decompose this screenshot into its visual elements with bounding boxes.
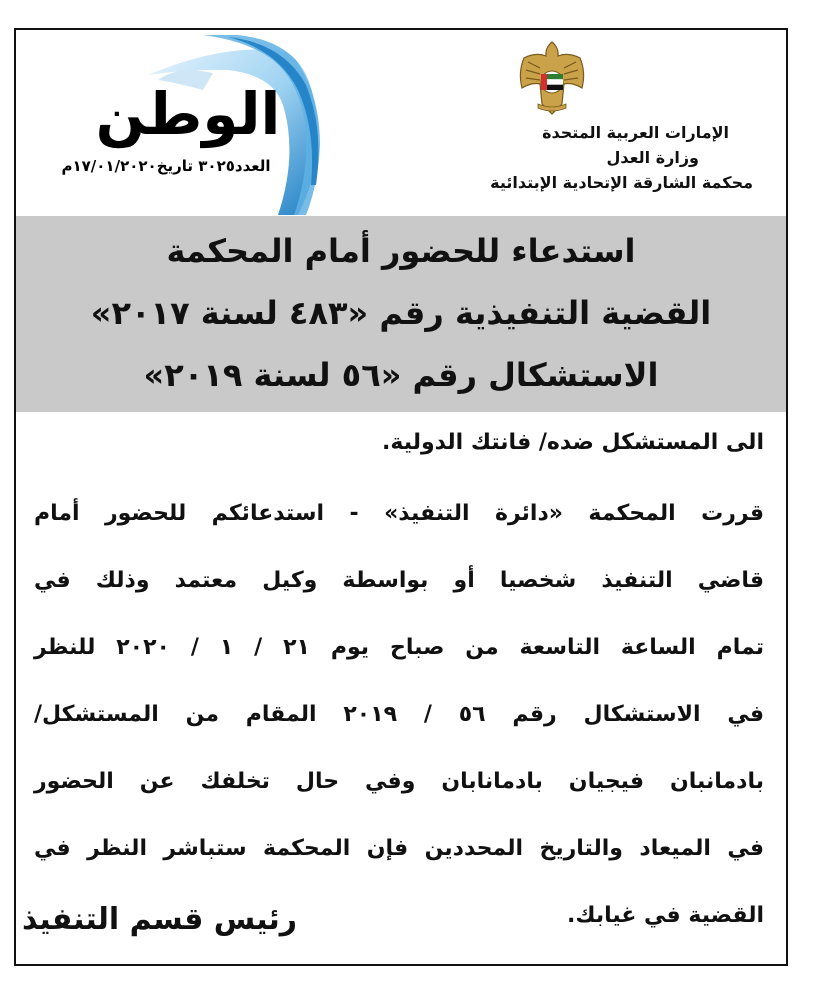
issuing-authority bbox=[373, 120, 753, 195]
authority-ministry: وزارة العدل bbox=[606, 148, 699, 167]
addressee: الى المستشكل ضده/ فانتك الدولية. bbox=[382, 430, 764, 455]
title-line-2: القضية التنفيذية رقم «٤٨٣ لسنة ٢٠١٧» bbox=[90, 294, 712, 332]
title-band bbox=[16, 216, 786, 412]
body-line: قررت المحكمة «دائرة التنفيذ» - استدعائكم للحضور أمام bbox=[34, 501, 764, 526]
authority-country: الإمارات العربية المتحدة bbox=[542, 123, 729, 142]
title-line-1: استدعاء للحضور أمام المحكمة bbox=[166, 232, 636, 270]
newspaper-logo bbox=[28, 35, 328, 215]
body-line: قاضي التنفيذ شخصيا أو بواسطة وكيل معتمد وذلك في bbox=[34, 568, 764, 593]
signature: رئيس قسم التنفيذ bbox=[22, 902, 297, 937]
newspaper-name: الوطن bbox=[95, 80, 281, 148]
body-line: تمام الساعة التاسعة من صباح يوم ٢١ / ١ / ٢٠٢٠ للنظر bbox=[34, 635, 765, 660]
body-line: في الميعاد والتاريخ المحددين فإن المحكمة ستباشر النظر في bbox=[34, 836, 764, 861]
uae-emblem-icon bbox=[512, 38, 592, 118]
authority-court: محكمة الشارقة الإتحادية الإبتدائية bbox=[490, 173, 753, 192]
body-line: بادمانبان فيجيان بادمانابان وفي حال تخلفك عن الحضور bbox=[34, 769, 764, 794]
title-line-3: الاستشكال رقم «٥٦ لسنة ٢٠١٩» bbox=[143, 356, 659, 394]
body-line: في الاستشكال رقم ٥٦ / ٢٠١٩ المقام من المستشكل/ bbox=[34, 702, 765, 727]
issue-info: العدد٣٠٢٥ تاريخ١٧/٠١/٢٠٢٠م bbox=[61, 157, 271, 175]
notice-body bbox=[34, 420, 764, 949]
body-line: القضية في غيابك. bbox=[567, 903, 764, 928]
